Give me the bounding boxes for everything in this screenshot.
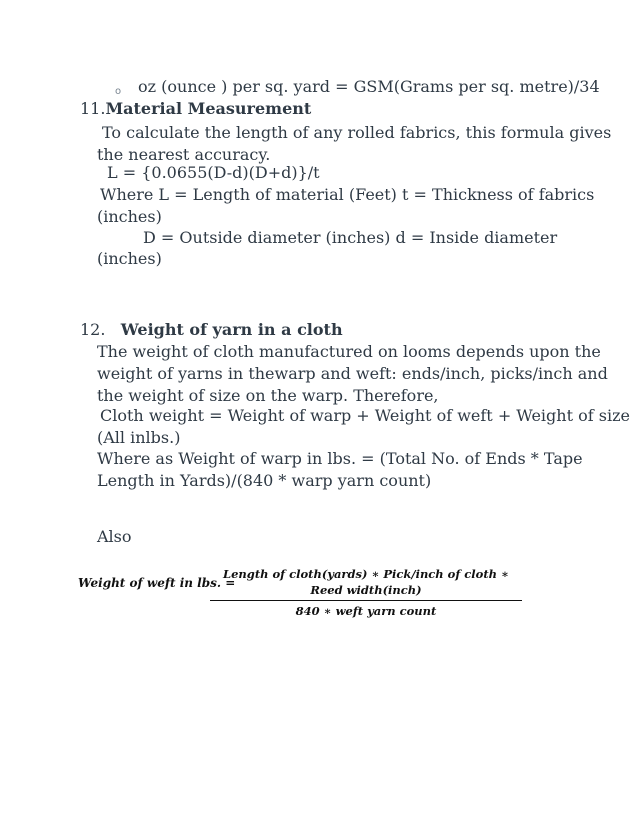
section-12-line: Length in Yards)/(840 * warp yarn count) (97, 471, 432, 490)
formula-denominator: 840 ∗ weft yarn count (295, 604, 437, 618)
fraction-bar (210, 600, 522, 601)
formula-numerator: Length of cloth(yards) ∗ Pick/inch of cloth ∗ Reed width(inch) (223, 567, 509, 597)
section-12-number: 12. (80, 320, 106, 339)
section-12-line: The weight of cloth manufactured on looms depends upon the (97, 342, 601, 361)
section-12-title: Weight of yarn in a cloth (120, 320, 343, 339)
section-12-line: Cloth weight = Weight of warp + Weight of weft + Weight of size (100, 406, 630, 425)
section-12-line: (All inlbs.) (97, 428, 181, 447)
section-12-line: weight of yarns in thewarp and weft: ends/inch, picks/inch and (97, 364, 608, 383)
section-11-line: the nearest accuracy. (97, 145, 271, 164)
section-11-line: To calculate the length of any rolled fabrics, this formula gives (102, 123, 612, 142)
section-11-line: (inches) (97, 207, 162, 226)
section-11-line: (inches) (97, 249, 162, 268)
section-11-line: Where L = Length of material (Feet) t = Thickness of fabrics (100, 185, 595, 204)
section-12-line: the weight of size on the warp. Therefore, (97, 386, 439, 405)
formula-fraction (210, 566, 522, 619)
section-11-formula: L = {0.0655(D-d)(D+d)}/t (107, 163, 320, 182)
section-12-heading (80, 319, 343, 341)
formula-lhs: Weight of weft in lbs. = (78, 576, 236, 590)
bullet-text: oz (ounce ) per sq. yard = GSM(Grams per sq. metre)/34 (138, 77, 600, 96)
section-11-title: Material Measurement (105, 99, 312, 118)
section-11-heading (80, 98, 311, 120)
section-11-line: D = Outside diameter (inches) d = Inside diameter (143, 228, 558, 247)
section-12-also: Also (97, 527, 132, 546)
section-11-number: 11. (80, 99, 106, 118)
bullet-marker: o (115, 86, 122, 97)
section-12-line: Where as Weight of warp in lbs. = (Total No. of Ends * Tape (97, 449, 583, 468)
